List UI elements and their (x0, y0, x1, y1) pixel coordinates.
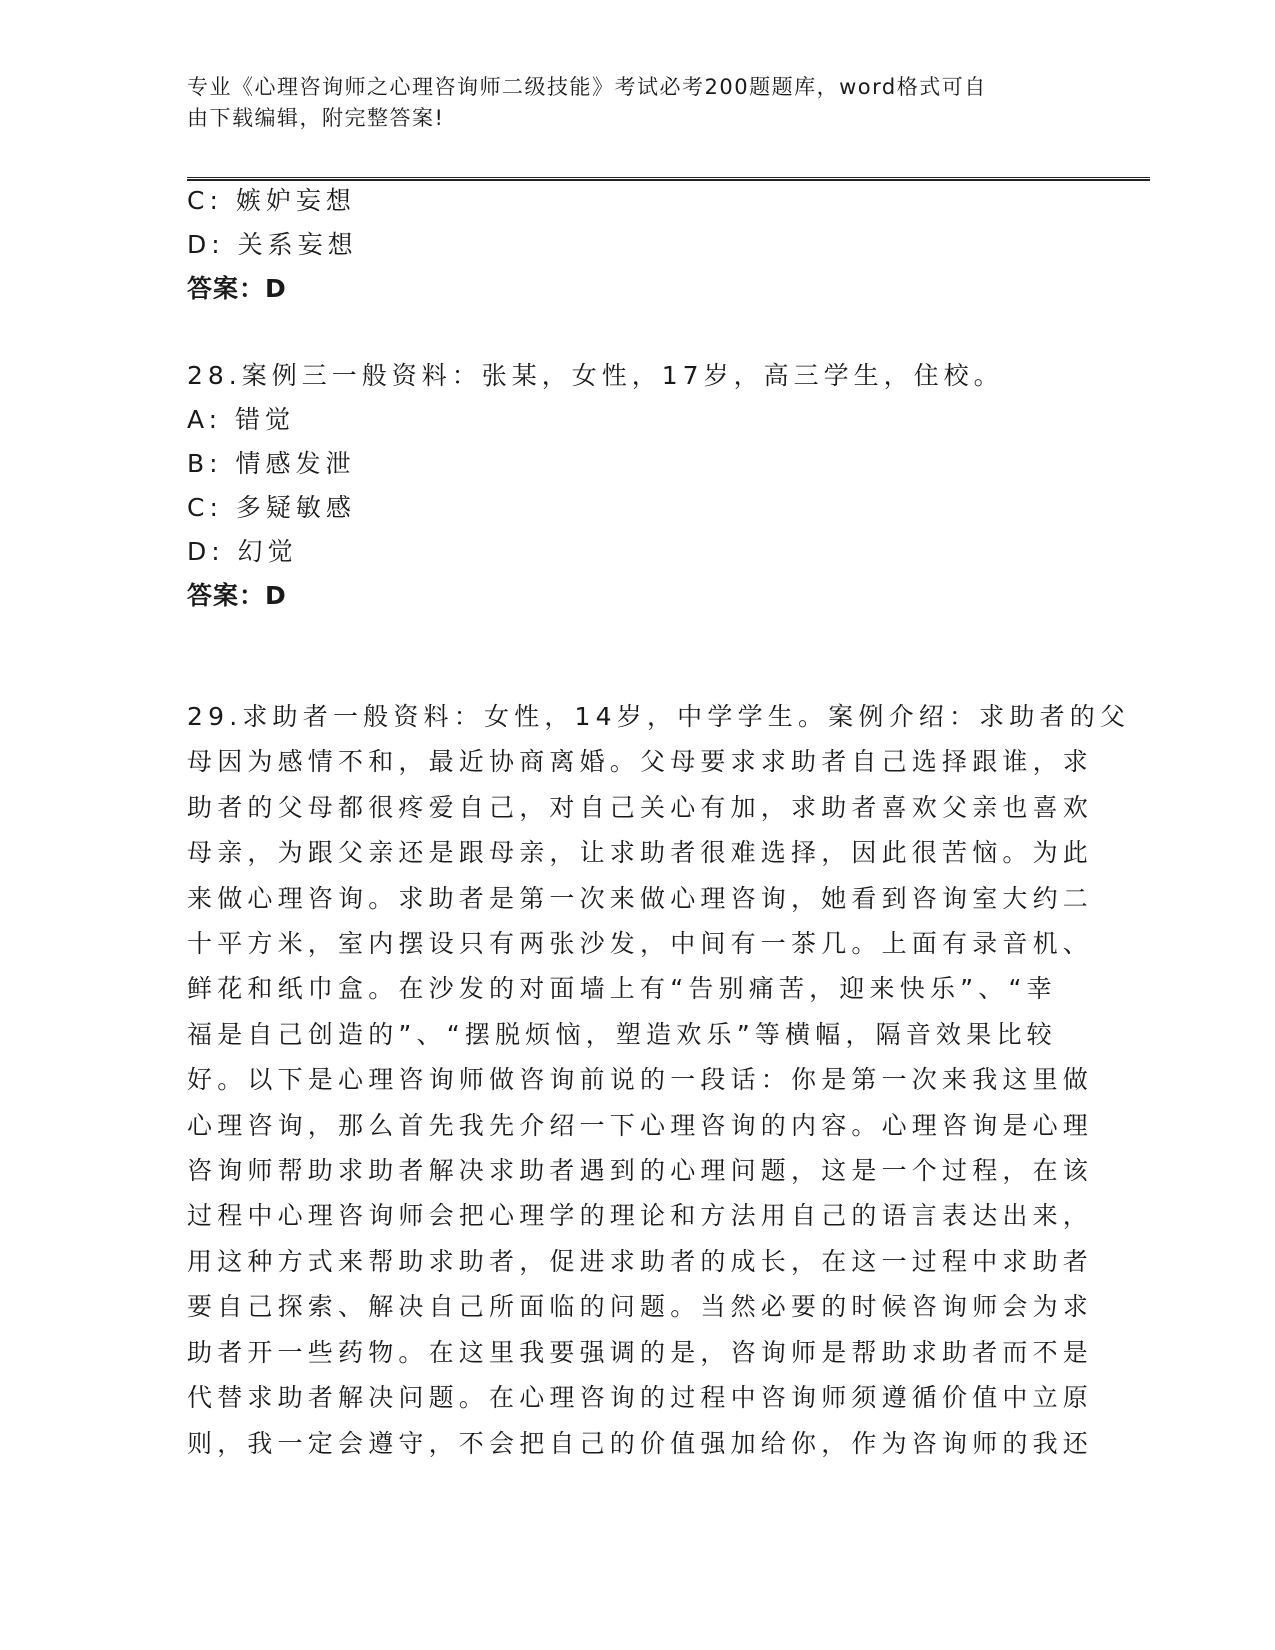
q29-line: 心理咨询，那么首先我先介绍一下心理咨询的内容。心理咨询是心理 (187, 1110, 1094, 1140)
page-header (187, 72, 1067, 134)
q29-line: 过程中心理咨询师会把心理学的理论和方法用自己的语言表达出来， (187, 1201, 1094, 1231)
q29-line: 鲜花和纸巾盒。在沙发的对面墙上有“告别痛苦，迎来快乐”、“幸 (187, 974, 1057, 1004)
q28-stem: 28.案例三一般资料：张某，女性，17岁，高三学生，住校。 (187, 361, 1004, 390)
header-divider (187, 177, 1150, 181)
q29-line: 用这种方式来帮助求助者，促进求助者的成长，在这一过程中求助者 (187, 1246, 1094, 1276)
q27-answer: 答案：D (187, 274, 287, 303)
q29-line: 则，我一定会遵守，不会把自己的价值强加给你，作为咨询师的我还 (187, 1428, 1094, 1458)
q29-line: 要自己探索、解决自己所面临的问题。当然必要的时候咨询师会为求 (187, 1292, 1094, 1322)
q29-line: 来做心理咨询。求助者是第一次来做心理咨询，她看到咨询室大约二 (187, 883, 1094, 913)
q29-line: 代替求助者解决问题。在心理咨询的过程中咨询师须遵循价值中立原 (187, 1383, 1094, 1413)
q29-line: 母亲，为跟父亲还是跟母亲，让求助者很难选择，因此很苦恼。为此 (187, 838, 1094, 868)
q28-option-a: A: 错觉 (187, 405, 296, 434)
q28-answer: 答案：D (187, 581, 287, 610)
q29-line: 福是自己创造的”、“摆脱烦恼，塑造欢乐”等横幅，隔音效果比较 (187, 1019, 1057, 1049)
q29-paragraph (187, 694, 1131, 1466)
q29-line: 助者的父母都很疼爱自己，对自己关心有加，求助者喜欢父亲也喜欢 (187, 792, 1094, 822)
q29-line: 好。以下是心理咨询师做咨询前说的一段话：你是第一次来我这里做 (187, 1065, 1094, 1095)
q28-option-c: C: 多疑敏感 (187, 493, 356, 522)
header-line-2: 由下载编辑，附完整答案! (187, 106, 445, 130)
q29-line: 29.求助者一般资料：女性，14岁，中学学生。案例介绍：求助者的父 (187, 702, 1131, 731)
q29-line: 助者开一些药物。在这里我要强调的是，咨询师是帮助求助者而不是 (187, 1337, 1094, 1367)
q29-line: 咨询师帮助求助者解决求助者遇到的心理问题，这是一个过程，在该 (187, 1156, 1094, 1186)
q27-option-d: D: 关系妄想 (187, 230, 358, 259)
q27-option-c: C: 嫉妒妄想 (187, 186, 356, 215)
q29-line: 母因为感情不和，最近协商离婚。父母要求求助者自己选择跟谁，求 (187, 747, 1094, 777)
q28-option-d: D: 幻觉 (187, 537, 298, 566)
q28-option-b: B: 情感发泄 (187, 449, 356, 478)
header-line-1: 专业《心理咨询师之心理咨询师二级技能》考试必考200题题库，word格式可自 (187, 75, 987, 99)
q29-line: 十平方米，室内摆设只有两张沙发，中间有一茶几。上面有录音机、 (187, 929, 1094, 959)
